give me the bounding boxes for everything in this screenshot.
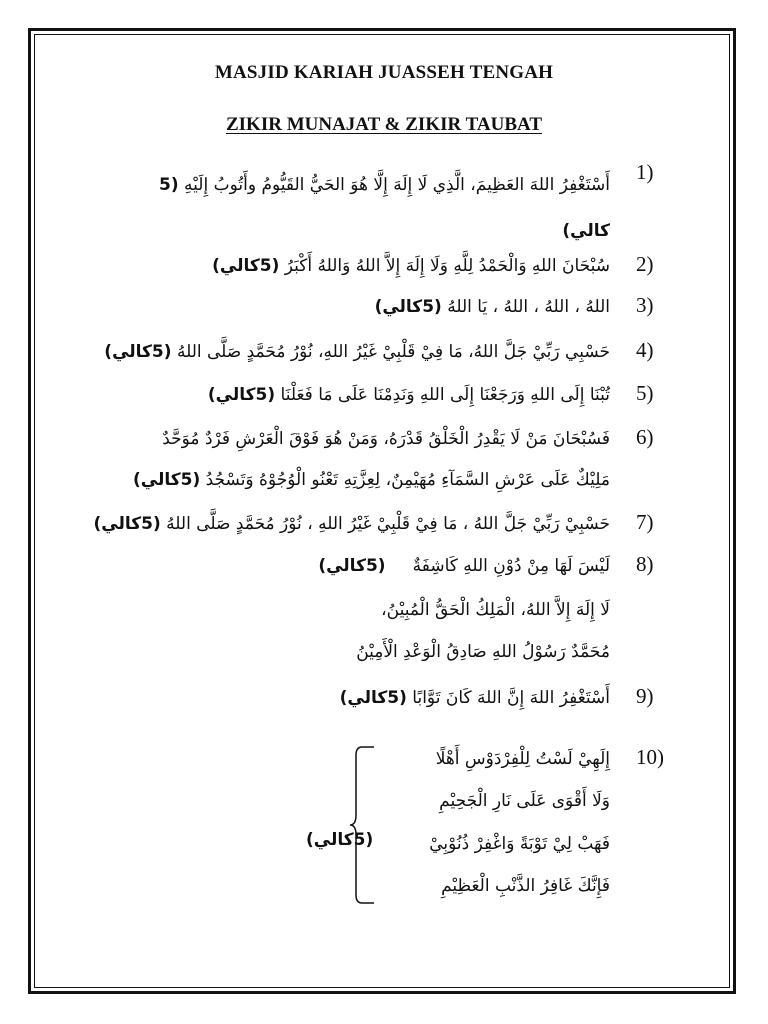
repeat-count: (5كالي): [318, 556, 386, 576]
zikir-text: تُبْنَا إِلَى اللهِ وَرَجَعْنَا إِلَى اللهِ وَنَدِمْنَا عَلَى مَا فَعَلْنَا (5كالي): [207, 385, 610, 405]
document-title: ZIKIR MUNAJAT & ZIKIR TAUBAT: [225, 114, 542, 135]
zikir-text: لَيْسَ لَهَا مِنْ دُوْنِ اللهِ كَاشِفَةٌ (5كالي): [318, 556, 610, 576]
zikir-text: مَلِيْكٌ عَلَى عَرْشِ السَّمَآءِ مُهَيْمِنٌ، لِعِزَّتِهِ تَعْنُو الْوُجُوْهُ وَتَسْجُدُ (5كالي): [132, 470, 610, 490]
item-number: 8): [636, 552, 654, 576]
item-number: 3): [636, 293, 654, 317]
zikir-text: حَسْبِيْ رَبِّيْ جَلَّ اللهُ ، مَا فِيْ قَلْبِيْ غَيْرُ اللهِ ، نُوْرُ مُحَمَّدٍ صَلَّى اللهُ (5كالي): [93, 514, 610, 534]
mosque-name: MASJID KARIAH JUASSEH TENGAH: [214, 62, 554, 83]
repeat-count: (5كالي): [306, 830, 374, 850]
repeat-count: (5كالي): [374, 297, 442, 317]
item-number: 2): [636, 252, 654, 276]
zikir-text: إِلَهِيْ لَسْتُ لِلْفِرْدَوْسِ أَهْلًا: [435, 749, 610, 769]
item-number: 1): [636, 160, 654, 184]
repeat-count: (5كالي): [212, 256, 280, 276]
item-number: 5): [636, 381, 654, 405]
zikir-text: حَسْبِي رَبِّيْ جَلَّ اللهُ، مَا فِيْ قَلْبِيْ غَيْرُ اللهِ، نُوْرُ مُحَمَّدٍ صَلَّى اللهُ (5كالي): [104, 342, 610, 362]
zikir-text: سُبْحَانَ اللهِ وَالْحَمْدُ لِلَّهِ وَلَا إِلَهَ إِلاَّ اللهُ وَاللهُ أَكْبَرُ (5كالي): [212, 256, 610, 276]
zikir-text: فَإِنَّكَ غَافِرُ الذَّنْبِ الْعَظِيْمِ: [441, 876, 610, 896]
repeat-count: (5كالي): [339, 688, 407, 708]
repeat-count: (5 كالي): [159, 175, 610, 241]
item-number: 6): [636, 425, 654, 449]
repeat-count: (5كالي): [93, 514, 161, 534]
curly-brace: [350, 745, 378, 905]
zikir-text: وَلَا أَقْوَى عَلَى نَارِ الْجَحِيْمِ: [439, 791, 610, 811]
zikir-text: لَا إِلَهَ إِلاَّ اللهُ، الْمَلِكُ الْحَقُّ الْمُبِيْنُ،: [381, 600, 610, 620]
item-number: 7): [636, 510, 654, 534]
repeat-count: (5كالي): [132, 470, 201, 490]
item-number: 9): [636, 684, 654, 708]
zikir-text: فَسُبْحَانَ مَنْ لَا يَقْدِرُ الْخَلْقُ قَدْرَهُ، وَمَنْ هُوَ فَوْقَ الْعَرْشِ فَرْدٌ مُوَحَّدٌ: [162, 429, 610, 449]
repeat-count: (5كالي): [104, 342, 172, 362]
item-number: 4): [636, 338, 654, 362]
zikir-text: أَسْتَغْفِرُ اللهَ إِنَّ اللهَ كَانَ تَوَّابًا (5كالي): [339, 688, 610, 708]
zikir-text: اللهُ ، اللهُ ، اللهُ ، يَا اللهُ (5كالي): [374, 297, 610, 317]
zikir-text: أَسْتَغْفِرُ اللهَ العَظِيمَ، الَّذِي لَا إِلَهَ إِلَّا هُوَ الحَيُّ القَيُّومُ وأَتُوبُ إِلَيْهِ (5 كالي): [159, 175, 610, 241]
zikir-text: مُحَمَّدٌ رَسُوْلُ اللهِ صَادِقُ الْوَعْدِ الْأَمِيْنُ: [356, 642, 610, 662]
item-number: 10): [636, 745, 664, 769]
repeat-count: (5كالي): [207, 385, 276, 405]
zikir-text: فَهَبْ لِيْ تَوْبَةً وَاغْفِرْ ذُنُوْبِيْ: [429, 834, 610, 854]
